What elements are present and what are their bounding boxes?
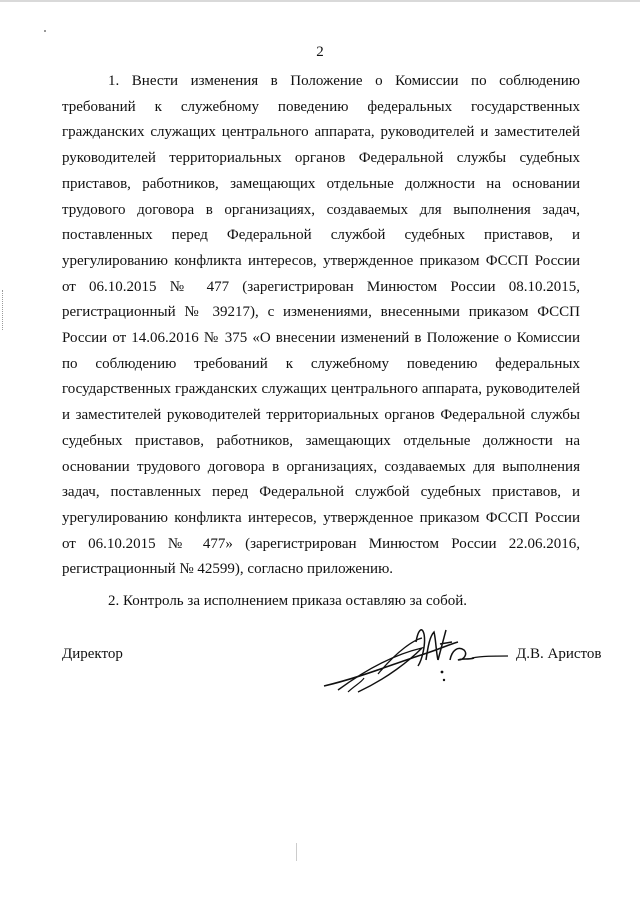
signatory-name: Д.В. Аристов bbox=[516, 646, 602, 662]
paragraph-1-block bbox=[62, 69, 580, 583]
paragraph-2: 2. Контроль за исполнением приказа оставляю за собой. bbox=[108, 593, 468, 609]
scan-speck bbox=[44, 30, 46, 32]
scan-margin-marks bbox=[2, 290, 5, 330]
scan-bottom-mark bbox=[296, 843, 297, 861]
page-number: 2 bbox=[316, 44, 324, 60]
signatory-position: Директор bbox=[62, 646, 123, 662]
paragraph-2-block bbox=[62, 589, 580, 615]
paragraph-1: 1. Внести изменения в Положение о Комиссии по соблюдению требований к служебному поведению федеральных государственных гражданских служащих центрального аппарата, руководителей и заместителей руководителей территориальных органов Федеральной службы судебных приставов, работников, замещающих отдельные должности на основании трудового договора в организациях, создаваемых для выполнения задач, поставленных перед Федеральной службой судебных приставов, и урегулированию конфликта интересов, утвержденное приказом ФССП России от 06.10.2015 № 477 (зарегистрирован Минюстом России 08.10.2015, регистрационный № 39217), с изменениями, внесенными приказом ФССП России от 14.06.2016 № 375 «О внесении изменений в Положение о Комиссии по соблюдению требований к служебному поведению федеральных государственных гражданских служащих центрального аппарата, руководителей и заместителей руководителей территориальных органов Федеральной службы судебных приставов, работников, замещающих отдельные должности на основании трудового договора в организациях, создаваемых для выполнения задач, поставленных перед Федеральной службой судебных приставов, и урегулированию конфликта интересов, утвержденное приказом ФССП России от 06.10.2015 № 477» (зарегистрирован Минюстом России 22.06.2016, регистрационный № 42599), согласно приложению. bbox=[62, 73, 580, 578]
handwritten-signature bbox=[318, 620, 518, 700]
scan-top-edge bbox=[0, 0, 640, 2]
